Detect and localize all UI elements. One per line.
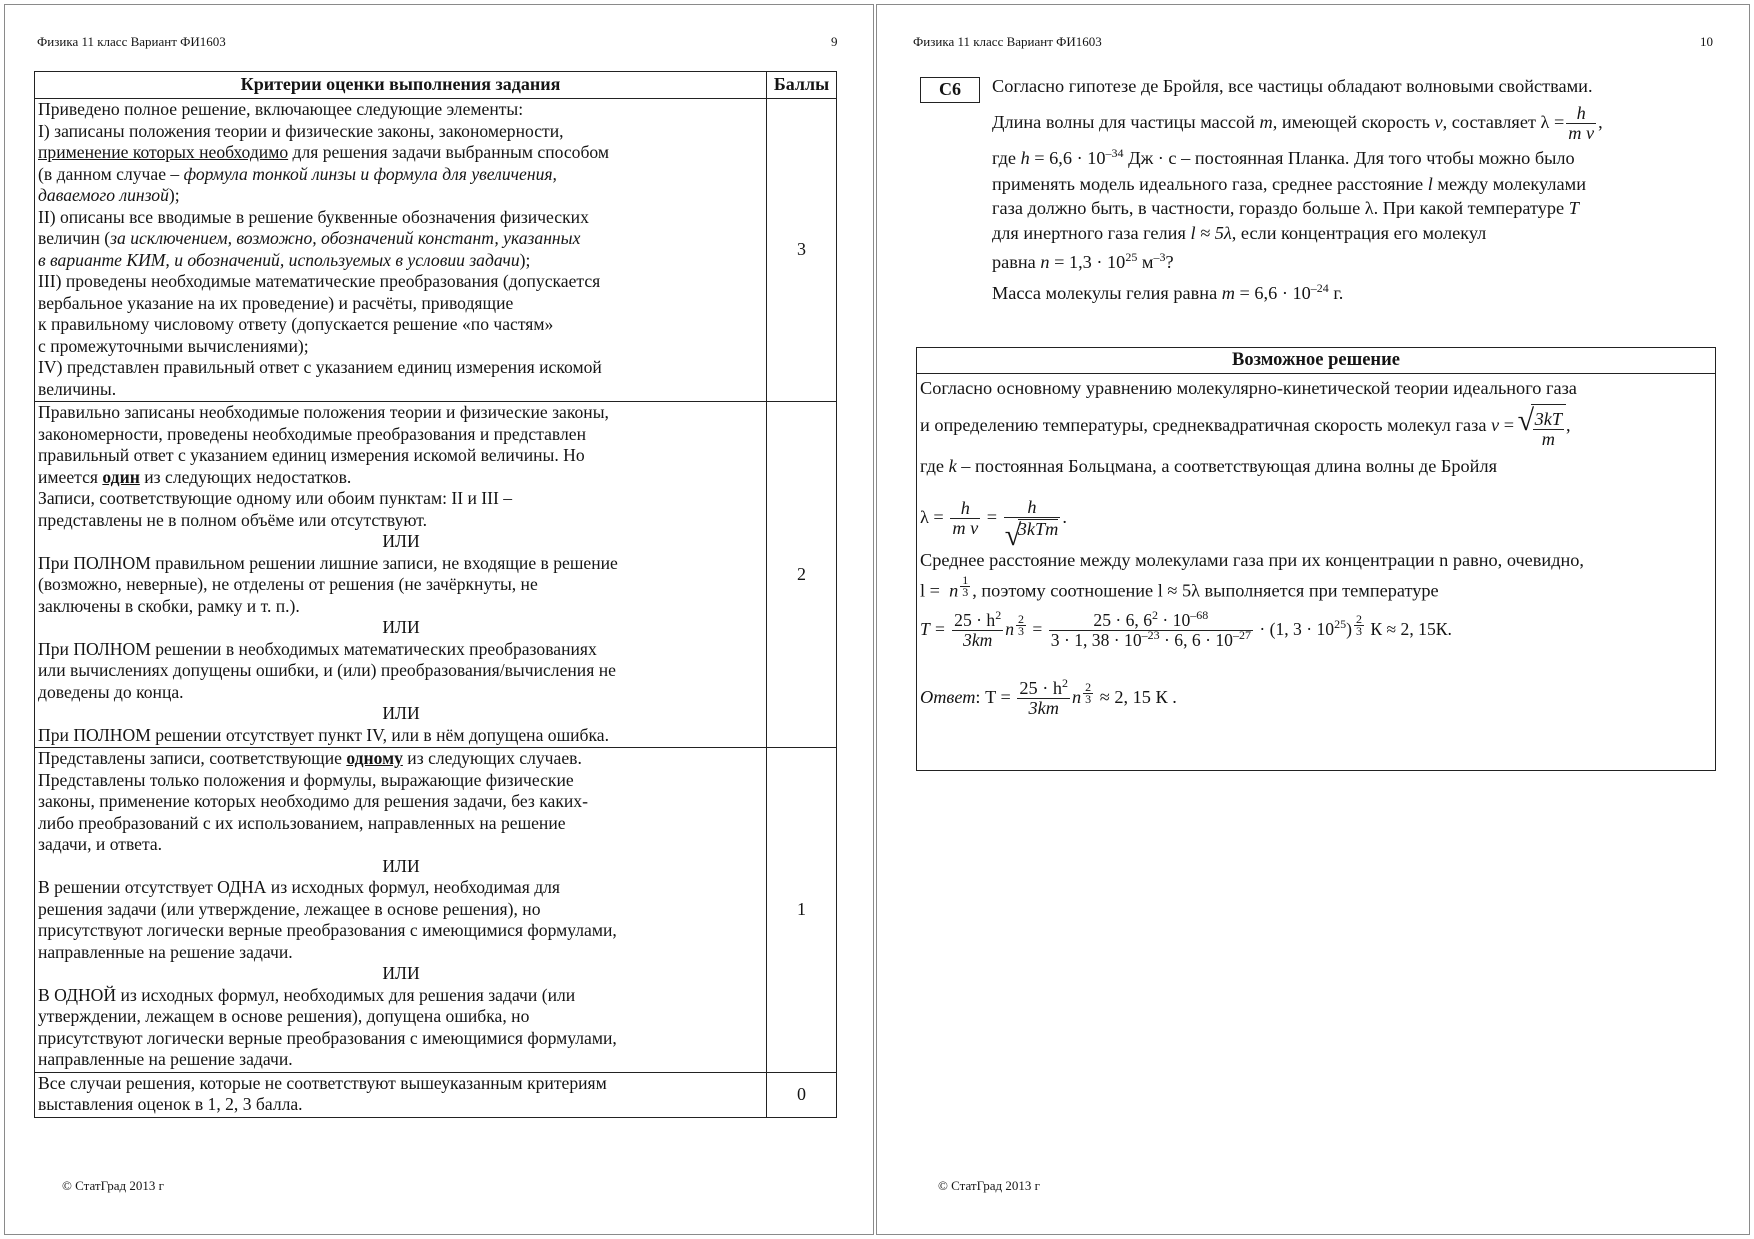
fraction-numerator: 2 (1018, 611, 1024, 626)
text-fragment: величин ( (38, 228, 111, 248)
text-line (38, 142, 764, 164)
solution-line (920, 545, 1712, 575)
or-separator: ИЛИ (382, 855, 420, 876)
square-root (1519, 404, 1566, 449)
fraction-denominator: m (1541, 428, 1555, 449)
text-fragment: , имеющей скорость (1272, 112, 1435, 132)
right-footer: © СтатГрад 2013 г (938, 1178, 1040, 1193)
exponent: –68 (1190, 608, 1209, 623)
text-fragment: из следующих недостатков. (139, 466, 352, 487)
math-symbol: k (948, 456, 957, 476)
exponent: –24 (1310, 281, 1329, 295)
fraction (960, 575, 970, 598)
text-fragment: , (1598, 112, 1603, 132)
text-line: II) описаны все вводимые в решение буквенные обозначения физических (38, 206, 589, 227)
text-fragment: Согласно основному уравнению молекулярно-кинетической теории идеального газа (920, 378, 1577, 398)
exponent (958, 573, 972, 599)
fraction-denominator: 3km (963, 630, 993, 651)
italic-text: в варианте КИМ, и обозначений, используемых в условии задачи (38, 249, 520, 270)
fraction-numerator (1017, 676, 1070, 699)
math-text: l ≈ 5λ (1190, 223, 1232, 243)
text-line: (возможно, неверные), не отделены от решения (не зачёркнуты, не (38, 574, 538, 594)
points-column-header: Баллы (767, 72, 837, 99)
text-line: заключены в скобки, рамку и т. п.). (38, 595, 300, 616)
text-fragment: между молекулами (1432, 174, 1586, 194)
text-fragment: К ≈ 2, 15К. (1365, 619, 1452, 639)
points-1: 1 (767, 748, 837, 1073)
text-line: присутствуют логически верные преобразования с имеющимися формулами, (38, 920, 617, 940)
math-symbol: n (949, 580, 959, 601)
text-line: Правильно записаны необходимые положения теории и физические законы, (38, 402, 609, 422)
math-text: = (986, 507, 998, 527)
points-3: 3 (767, 99, 837, 402)
criteria-text-0 (35, 1072, 767, 1117)
exponent: –27 (1232, 628, 1251, 643)
bold-underlined-text: один (102, 466, 140, 487)
text-line: Записи, соответствующие одному или обоим пунктам: II и III – (38, 488, 513, 508)
solution-line (920, 575, 1712, 603)
points-0: 0 (767, 1072, 837, 1117)
left-footer: © СтатГрад 2013 г (62, 1178, 164, 1193)
exponent: 25 (1125, 250, 1138, 264)
exponent: 2 (1062, 676, 1069, 691)
fraction-denominator: m v (1568, 123, 1595, 144)
text-line: правильный ответ с указанием единиц измерения искомой величины. Но (38, 445, 585, 465)
solution-line (920, 603, 1712, 659)
text-line: В ОДНОЙ из исходных формул, необходимых для решения задачи (или (38, 984, 576, 1005)
fraction-denominator: 3 (962, 585, 969, 599)
text-line: выставления оценок в 1, 2, 3 балла. (38, 1094, 303, 1114)
text-fragment: ) (1346, 619, 1352, 639)
math-text: l = (920, 580, 940, 601)
fraction-denominator (1049, 628, 1253, 651)
text-line: Приведено полное решение, включающее следующие элементы: (38, 99, 524, 119)
exponent: –3 (1153, 250, 1166, 264)
solution-line (920, 403, 1712, 451)
or-separator: ИЛИ (382, 963, 420, 983)
text-fragment: применять модель идеального газа, среднее расстояние (992, 174, 1428, 194)
text-line: направленные на решение задачи. (38, 1049, 293, 1069)
fraction (1354, 611, 1364, 638)
solution-box (916, 347, 1716, 771)
criteria-text-2 (35, 402, 767, 748)
text-fragment: ? (1165, 252, 1174, 272)
criteria-table-header (35, 72, 837, 99)
solution-line (920, 451, 1712, 481)
text-line: Представлены только положения и формулы, выражающие физические (38, 769, 574, 790)
text-line: представлены не в полном объёме или отсутствуют. (38, 509, 428, 530)
math-text: λ = (1540, 112, 1565, 132)
text-line: величины. (38, 378, 117, 399)
text-fragment: Согласно гипотезе де Бройля, все частицы обладают волновыми свойствами. (992, 76, 1593, 96)
text-fragment: Длина волны для частицы массой (992, 112, 1260, 132)
text-line: присутствуют логически верные преобразования с имеющимися формулами, (38, 1027, 617, 1048)
text-line: Все случаи решения, которые не соответствуют вышеуказанным критериям (38, 1072, 607, 1093)
text-line: вербальное указание на их проведение) и расчёты, приводящие (38, 292, 514, 313)
text-fragment: 3 · 1, 38 · 10 (1050, 630, 1142, 651)
exponent (1081, 679, 1095, 706)
text-fragment: . (1062, 507, 1067, 527)
text-line (38, 467, 764, 489)
points-2: 2 (767, 402, 837, 748)
text-fragment: , поэтому соотношение l ≈ 5λ выполняется при температуре (972, 580, 1439, 601)
math-symbol: m (1221, 283, 1235, 303)
text-line: к правильному числовому ответу (допускается решение «по частям» (38, 314, 554, 334)
math-symbol: n (1040, 252, 1050, 272)
solution-line (920, 377, 1712, 403)
text-fragment: , (1566, 415, 1571, 435)
text-line: закономерности, проведены необходимые преобразования и представлен (38, 423, 586, 444)
text-line: В решении отсутствует ОДНА из исходных формул, необходимая для (38, 877, 561, 897)
text-fragment: ≈ 2, 15 К . (1095, 687, 1177, 707)
text-fragment: ); (519, 249, 531, 270)
math-text: T = (920, 619, 946, 639)
text-fragment: Дж · с – постоянная Планка. Для того чтобы можно было (1123, 148, 1575, 168)
task-line (992, 246, 1714, 278)
fraction (1566, 104, 1596, 143)
right-header-title: Физика 11 класс Вариант ФИ1603 (913, 34, 1102, 49)
math-symbol: v (1491, 415, 1500, 435)
text-line: III) проведены необходимые математические преобразования (допускается (38, 271, 601, 291)
math-symbol: h (1020, 148, 1030, 168)
exponent (1014, 611, 1028, 638)
italic-text: даваемого линзой (38, 185, 169, 205)
text-fragment: , если концентрация его молекул (1231, 223, 1487, 243)
task-line (992, 76, 1714, 100)
task-line (992, 196, 1714, 220)
text-line (38, 228, 764, 250)
criteria-column-header: Критерии оценки выполнения задания (35, 72, 767, 99)
math-symbol: v (1434, 112, 1443, 132)
text-fragment: 25 · h (1019, 678, 1063, 699)
fraction-numerator: 2 (1355, 611, 1362, 626)
text-line: решения задачи (или утверждение, лежащее в основе решения), но (38, 898, 541, 919)
solution-body (917, 374, 1715, 719)
text-line: законы, применение которых необходимо для решения задачи, без каких- (38, 791, 588, 811)
criteria-row-1 (35, 748, 837, 1073)
answer-line (920, 659, 1712, 719)
criteria-row-0 (35, 1072, 837, 1117)
fraction (1049, 608, 1253, 651)
italic-text: формула тонкой линзы и формула для увеличения, (183, 163, 557, 184)
exponent (1352, 611, 1366, 638)
exponent: 2 (1152, 608, 1159, 623)
math-text: = (1499, 415, 1515, 435)
exponent: –34 (1105, 146, 1124, 160)
text-fragment: · (1, 3 · 10 (1259, 619, 1335, 639)
fraction-denominator (1004, 518, 1061, 539)
fraction-denominator: 3km (1028, 698, 1059, 719)
or-separator: ИЛИ (382, 531, 420, 551)
text-fragment: для решения задачи выбранным способом (288, 142, 610, 162)
task-statement (992, 76, 1714, 308)
text-fragment: м (1137, 252, 1154, 272)
text-line: доведены до конца. (38, 681, 184, 702)
text-fragment: для инертного газа гелия (992, 223, 1191, 243)
text-fragment: – постоянная Больцмана, а соответствующая длина волны де Бройля (956, 456, 1497, 476)
text-fragment: = 1,3 · 10 (1049, 252, 1126, 272)
fraction-numerator: h (1004, 498, 1061, 518)
exponent: 25 (1334, 617, 1347, 631)
criteria-row-2 (35, 402, 837, 748)
fraction (1017, 676, 1070, 719)
bold-underlined-text: одному (346, 748, 403, 768)
text-line: направленные на решение задачи. (38, 941, 293, 962)
task-line (992, 278, 1714, 308)
text-fragment: 25 · h (954, 610, 996, 631)
text-line: утверждении, лежащем в основе решения), допущена ошибка, но (38, 1006, 530, 1026)
left-header-title: Физика 11 класс Вариант ФИ1603 (37, 34, 226, 49)
radicand: 3kTm (1017, 519, 1059, 540)
fraction (950, 499, 980, 538)
italic-text: за исключением, возможно, обозначений констант, указанных (110, 228, 581, 248)
text-line: с промежуточными вычислениями); (38, 335, 309, 356)
square-root (1006, 519, 1059, 539)
text-fragment: газа должно быть, в частности, гораздо больше λ. При какой температуре (992, 198, 1569, 218)
text-fragment: где (992, 148, 1021, 168)
math-text: λ = (920, 507, 944, 527)
criteria-text-3 (35, 99, 767, 402)
text-fragment: из следующих случаев. (402, 748, 582, 768)
answer-label: Ответ (920, 687, 976, 707)
task-line (992, 220, 1714, 246)
fraction (952, 608, 1003, 651)
fraction-denominator: 3 (1355, 623, 1362, 638)
task-label: С6 (920, 77, 980, 103)
fraction-numerator: √ 3kT (1534, 408, 1563, 429)
right-page-number: 10 (1700, 34, 1713, 49)
text-fragment: где (920, 456, 949, 476)
or-separator: ИЛИ (382, 703, 420, 723)
solution-line (920, 481, 1712, 545)
text-fragment: · 6, 6 · 10 (1159, 630, 1233, 651)
fraction-denominator: m v (952, 518, 979, 539)
text-line: I) записаны положения теории и физические законы, закономерности, (38, 120, 564, 141)
text-fragment: Масса молекулы гелия равна (992, 283, 1222, 303)
text-fragment: , составляет (1442, 112, 1541, 132)
exponent: –23 (1141, 628, 1160, 643)
text-line: либо преобразований с их использованием, направленных на решение (38, 812, 566, 833)
text-fragment: = 6,6 · 10 (1234, 283, 1311, 303)
criteria-table (34, 71, 837, 1118)
text-line (38, 185, 764, 207)
text-fragment: равна (992, 252, 1041, 272)
fraction-numerator: h (1566, 104, 1596, 124)
math-symbol: m (1259, 112, 1273, 132)
criteria-row-3 (35, 99, 837, 402)
math-symbol: n (1072, 687, 1082, 707)
text-line: При ПОЛНОМ решении отсутствует пункт IV, или в нём допущена ошибка. (38, 724, 609, 745)
text-line: При ПОЛНОМ решении в необходимых математических преобразованиях (38, 638, 597, 659)
text-fragment: (в данном случае – (38, 163, 184, 184)
fraction-numerator: 2 (1085, 679, 1092, 694)
math-text: = (1032, 619, 1043, 639)
text-line (38, 748, 764, 770)
fraction-denominator: 3 (1085, 691, 1092, 706)
text-fragment: · 10 (1158, 610, 1191, 631)
fraction (1533, 410, 1564, 449)
math-text: : T = (975, 687, 1011, 707)
text-fragment: Среднее расстояние между молекулами газа при их концентрации n равно, очевидно, (920, 550, 1585, 570)
criteria-text-1 (35, 748, 767, 1073)
left-page-number: 9 (831, 34, 838, 49)
text-fragment: г. (1328, 283, 1344, 303)
text-line: задачи, и ответа. (38, 834, 163, 854)
text-fragment: и определению температуры, среднеквадратичная скорость молекул газа (920, 415, 1492, 435)
text-fragment: имеется (38, 466, 103, 487)
math-symbol: T (1568, 198, 1579, 218)
text-line: или вычислениях допущены ошибки, и (или) преобразования/вычисления не (38, 660, 616, 680)
task-line (992, 172, 1714, 196)
task-line (992, 100, 1714, 144)
or-separator: ИЛИ (382, 617, 420, 637)
text-fragment: = 6,6 · 10 (1029, 148, 1106, 168)
text-line: При ПОЛНОМ правильном решении лишние записи, не входящие в решение (38, 552, 618, 573)
task-line (992, 144, 1714, 172)
text-fragment: 25 · 6, 6 (1093, 610, 1153, 631)
text-line (38, 250, 764, 272)
math-symbol: n (1005, 619, 1014, 639)
underlined-text: применение которых необходимо (38, 142, 289, 162)
fraction (1004, 498, 1061, 539)
fraction (1083, 679, 1093, 706)
fraction-numerator: h (950, 499, 980, 519)
text-fragment: Представлены записи, соответствующие (38, 748, 347, 768)
math-symbol: l (1427, 174, 1433, 194)
text-line: IV) представлен правильный ответ с указанием единиц измерения искомой (38, 357, 602, 377)
fraction (1016, 611, 1026, 638)
fraction-numerator: 1 (962, 573, 969, 587)
text-line (38, 164, 764, 186)
fraction-numerator (952, 608, 1003, 631)
exponent: 2 (995, 608, 1002, 623)
fraction-denominator: 3 (1018, 623, 1024, 638)
text-fragment: ); (168, 185, 180, 205)
solution-title: Возможное решение (917, 348, 1715, 374)
